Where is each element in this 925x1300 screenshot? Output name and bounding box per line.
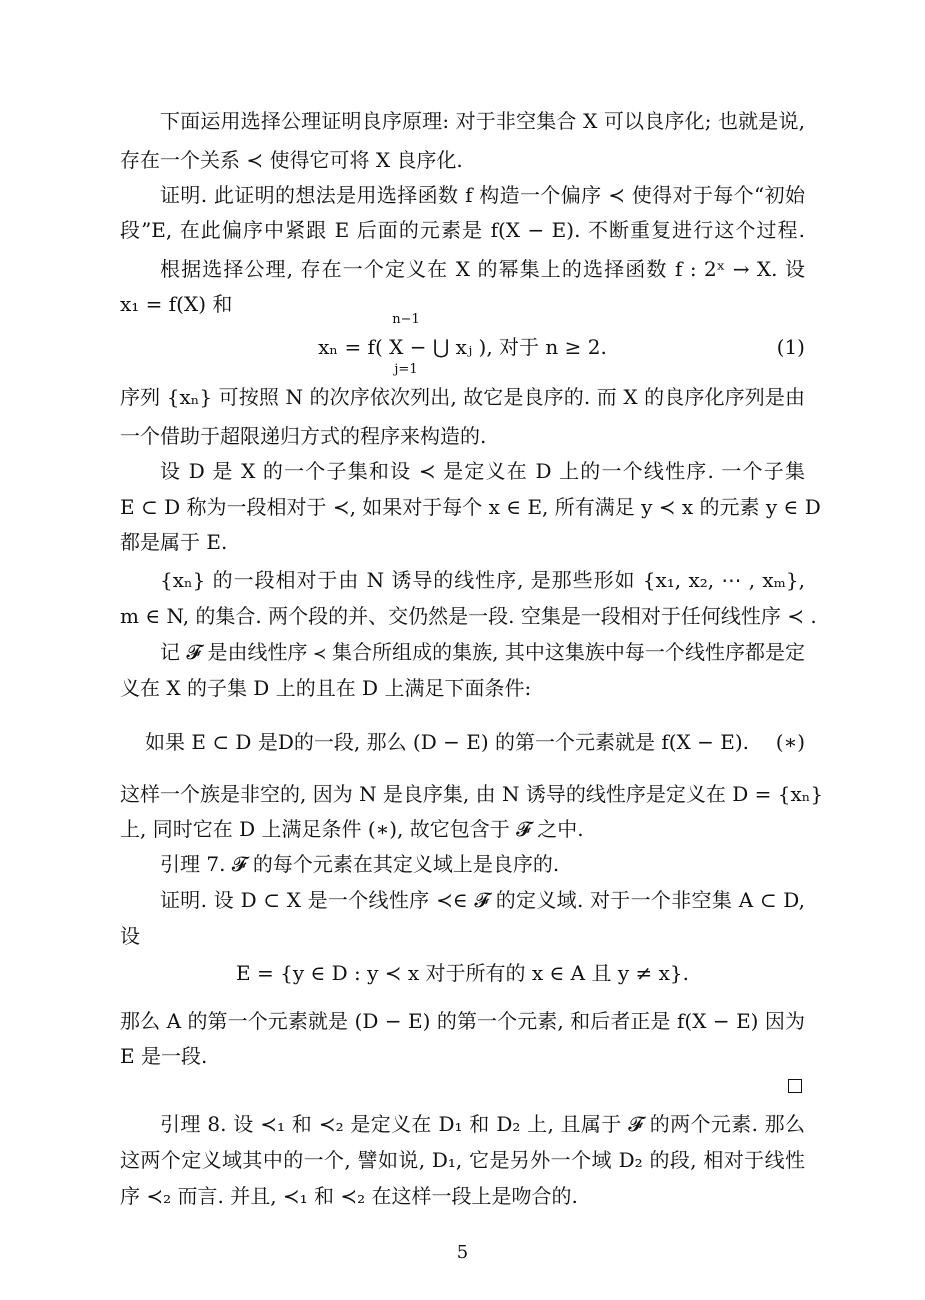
lemma-7: 引理 7. 𝓕 的每个元素在其定义域上是良序的. — [160, 852, 560, 876]
text-line: 序 ≺₂ 而言. 并且, ≺₁ 和 ≺₂ 在这样一段上是吻合的. — [120, 1184, 578, 1208]
text-line: 段”E, 在此偏序中紧跟 E 后面的元素是 f(X − E). 不断重复进行这个过程. — [120, 218, 805, 242]
union-lower-limit: j=1 — [394, 362, 418, 377]
condition-label: (∗) — [775, 730, 805, 754]
equation-number: (1) — [776, 335, 805, 359]
condition-star: 如果 E ⊂ D 是D的一段, 那么 (D − E) 的第一个元素就是 f(X − E). — [145, 730, 750, 754]
text-line: {xₙ} 的一段相对于由 N 诱导的线性序, 是那些形如 {x₁, x₂, ⋯ , xₘ}, — [160, 568, 805, 592]
text-line: E ⊂ D 称为一段相对于 ≺, 如果对于每个 x ∈ E, 所有满足 y ≺ x 的元素 y ∈ D — [120, 495, 821, 519]
text-line: 证明. 设 D ⊂ X 是一个线性序 ≺∈ 𝓕 的定义域. 对于一个非空集 A ⊂ D, — [160, 888, 805, 912]
text-line: 设 D 是 X 的一个子集和设 ≺ 是定义在 D 上的一个线性序. 一个子集 — [160, 459, 805, 483]
text-line: 一个借助于超限递归方式的程序来构造的. — [120, 424, 487, 448]
text-line: 义在 X 的子集 D 上的且在 D 上满足下面条件: — [120, 676, 532, 700]
text-line: 根据选择公理, 存在一个定义在 X 的幂集上的选择函数 f : 2ˣ → X. 设 — [160, 257, 805, 281]
text-line: 下面运用选择公理证明良序原理: 对于非空集合 X 可以良序化; 也就是说, — [160, 109, 805, 133]
text-line: 记 𝓕 是由线性序 ≺ 集合所组成的集族, 其中这集族中每一个线性序都是定 — [160, 640, 805, 664]
union-upper-limit: n−1 — [392, 312, 420, 327]
text-line: 设 — [120, 924, 140, 948]
text-line: 上, 同时它在 D 上满足条件 (∗), 故它包含于 𝓕 之中. — [120, 817, 584, 841]
text-line: E 是一段. — [120, 1044, 208, 1068]
text-line: 那么 A 的第一个元素就是 (D − E) 的第一个元素, 和后者正是 f(X − E) 因为 — [120, 1009, 805, 1033]
lemma-8: 引理 8. 设 ≺₁ 和 ≺₂ 是定义在 D₁ 和 D₂ 上, 且属于 𝓕 的两个元素. 那么 — [160, 1112, 805, 1136]
text-line: 这两个定义域其中的一个, 譬如说, D₁, 它是另外一个域 D₂ 的段, 相对于线性 — [120, 1148, 805, 1172]
equation-E: E = {y ∈ D : y ≺ x 对于所有的 x ∈ A 且 y ≠ x}. — [236, 961, 689, 985]
text-line: 都是属于 E. — [120, 530, 228, 554]
text-line: 序列 {xₙ} 可按照 N 的次序依次列出, 故它是良序的. 而 X 的良序化序列是由 — [120, 385, 805, 409]
qed-box-icon — [788, 1079, 802, 1093]
text-line: 存在一个关系 ≺ 使得它可将 X 良序化. — [120, 148, 463, 172]
page-number: 5 — [456, 1242, 469, 1263]
text-line: x₁ = f(X) 和 — [120, 292, 233, 316]
text-line: 这样一个族是非空的, 因为 N 是良序集, 由 N 诱导的线性序是定义在 D = {xₙ} — [120, 782, 824, 806]
equation-1: xₙ = f( X − ⋃ xⱼ ), 对于 n ≥ 2. — [318, 335, 607, 359]
text-line: m ∈ N, 的集合. 两个段的并、交仍然是一段. 空集是一段相对于任何线性序 ≺ . — [120, 604, 817, 628]
text-line: 证明. 此证明的想法是用选择函数 f 构造一个偏序 ≺ 使得对于每个“初始 — [160, 183, 805, 207]
